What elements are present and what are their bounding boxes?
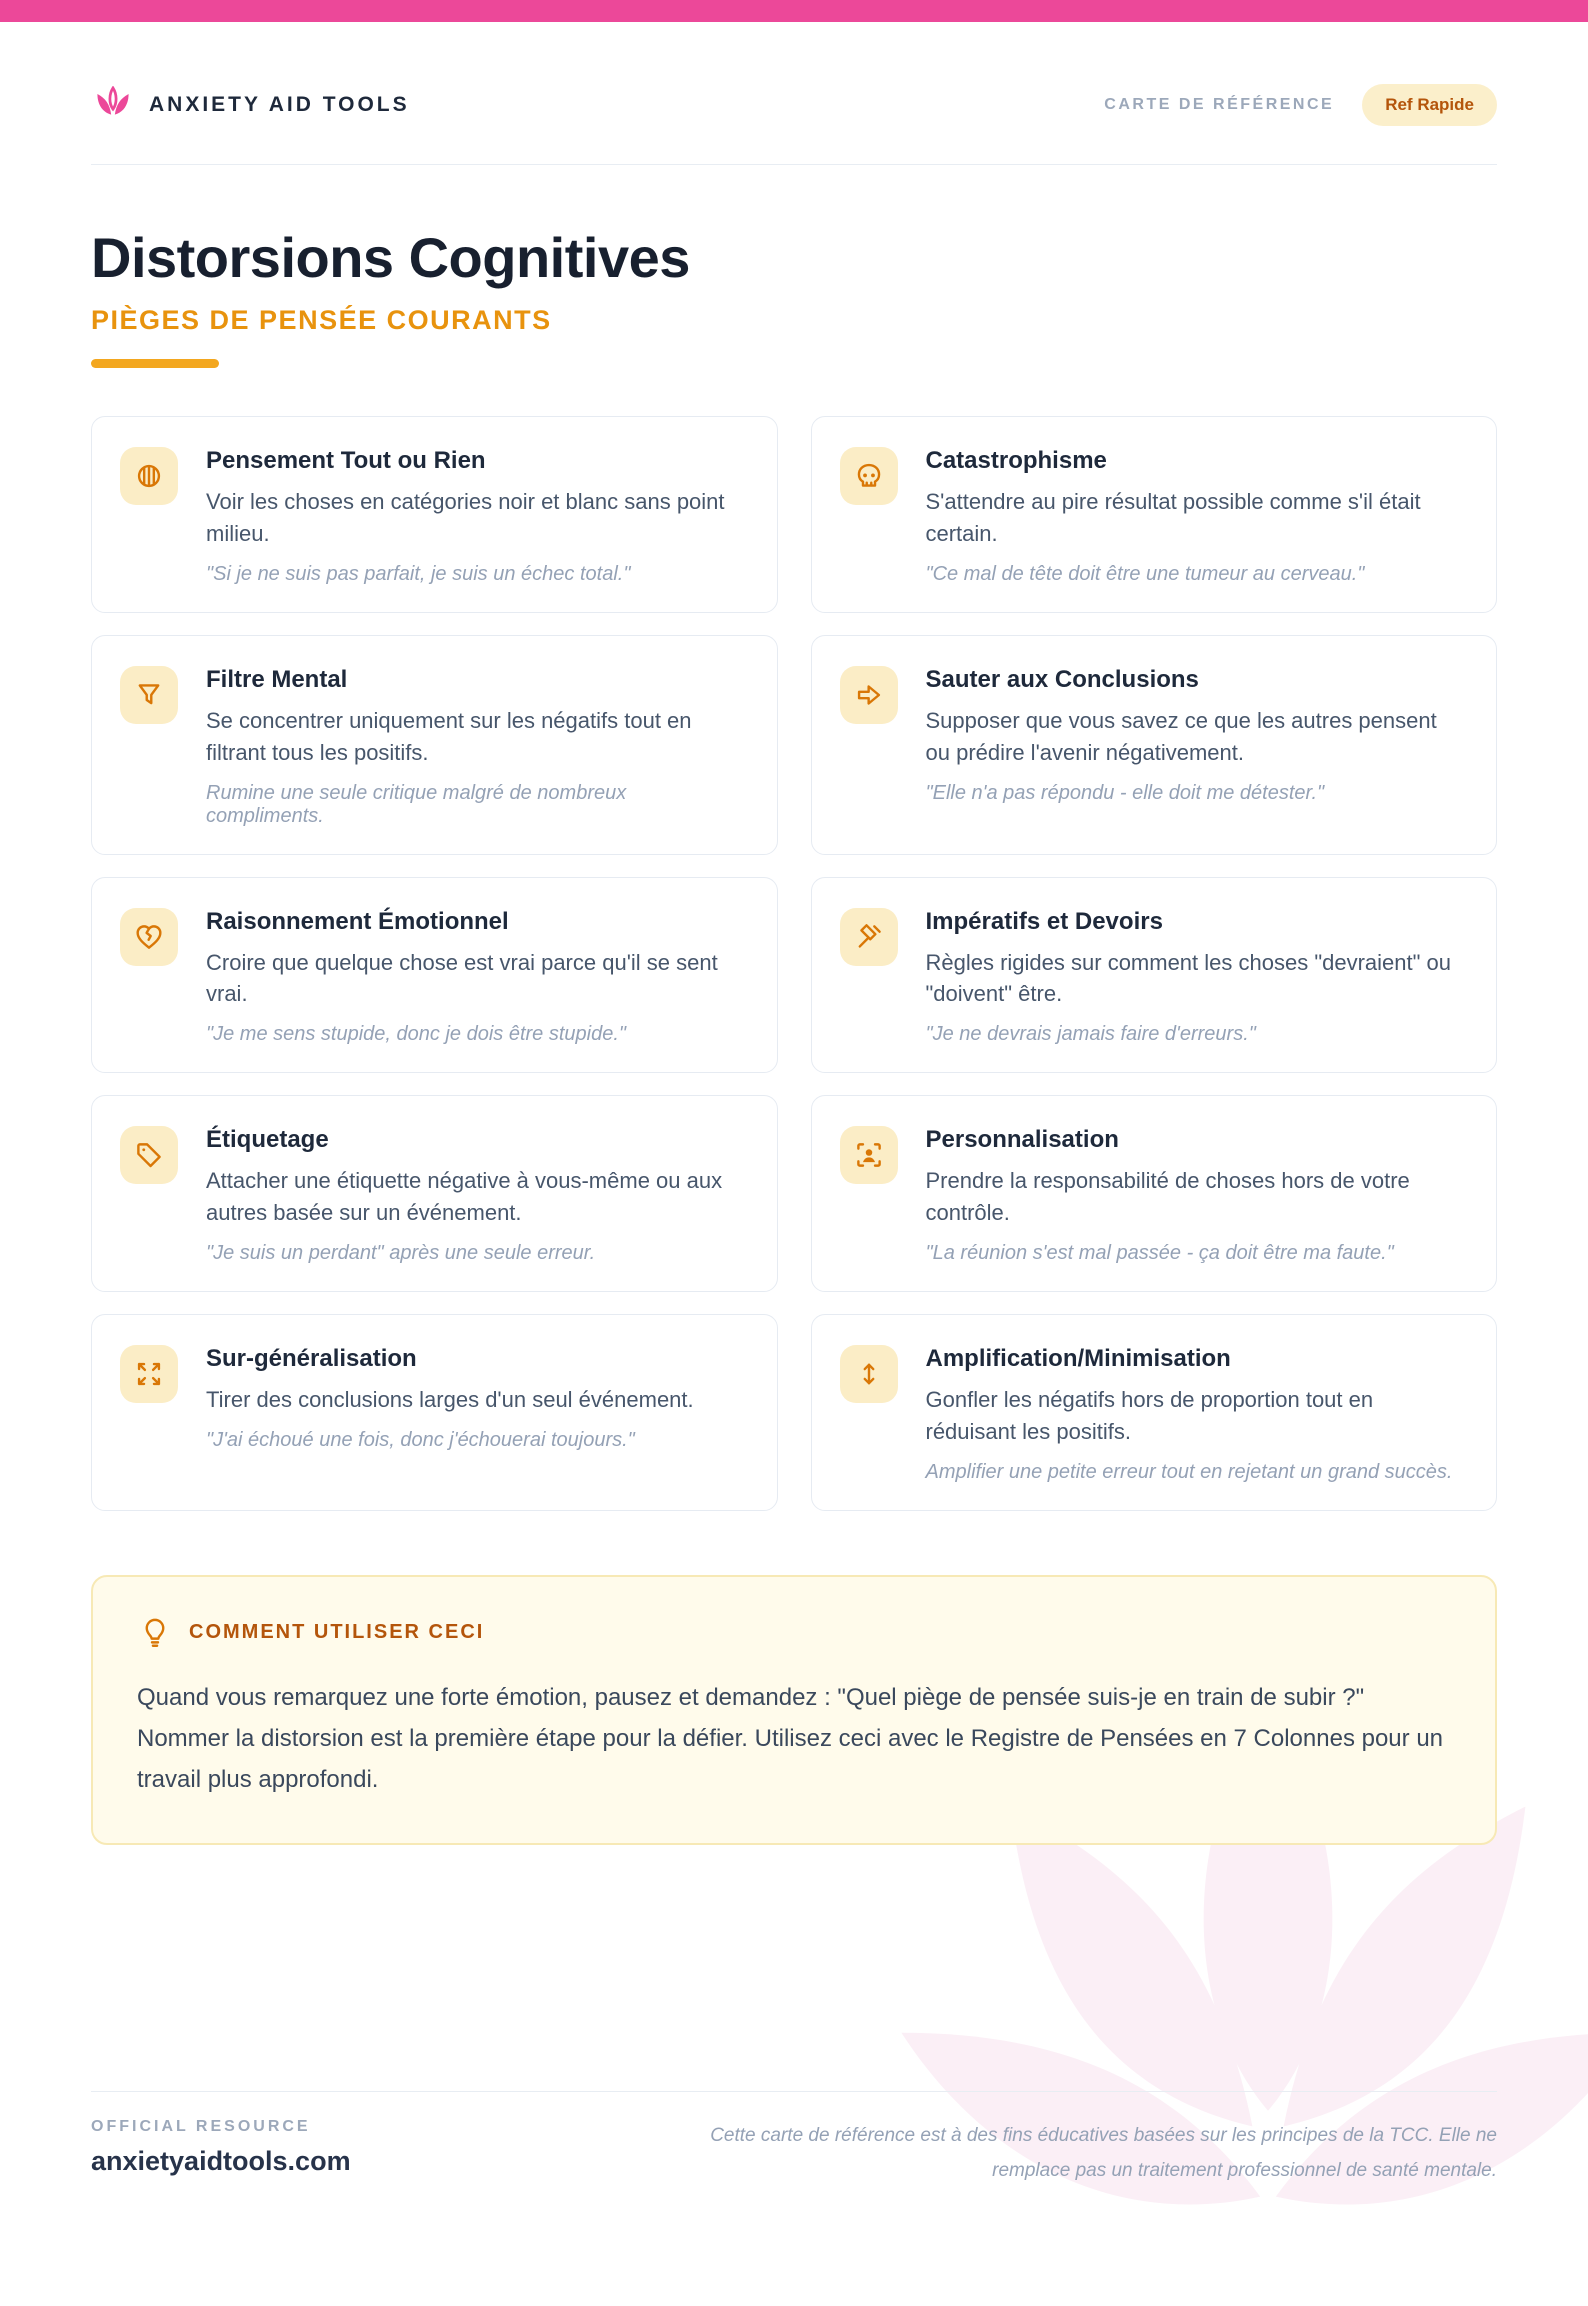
card-body (926, 666, 1467, 828)
gavel-icon (840, 908, 898, 966)
card-body (206, 666, 747, 828)
reference-card-page (0, 22, 1588, 2246)
distortion-card (811, 635, 1498, 855)
card-title: Filtre Mental (206, 665, 348, 693)
card-quote: Rumine une seule critique malgré de nombreux compliments. (206, 781, 627, 827)
footer-site-link[interactable]: anxietyaidtools.com (91, 2145, 351, 2176)
card-body (926, 447, 1467, 586)
funnel-icon (120, 666, 178, 724)
header (91, 84, 1497, 126)
card-description: Attacher une étiquette négative à vous-même ou aux autres basée sur un événement. (206, 1168, 723, 1226)
card-quote: "Je suis un perdant" après une seule erreur. (206, 1242, 596, 1265)
card-description: Règles rigides sur comment les choses "devraient" ou "doivent" être. (925, 949, 1452, 1007)
distortion-card (91, 1095, 778, 1292)
card-description: Croire que quelque chose est vrai parce qu'il se sent vrai. (206, 949, 718, 1007)
distortion-card (91, 635, 778, 855)
quick-ref-badge: Ref Rapide (1362, 84, 1497, 126)
distortion-card (91, 416, 778, 613)
card-title: Catastrophisme (925, 447, 1107, 474)
card-title: Impératifs et Devoirs (925, 907, 1163, 935)
card-description: Prendre la responsabilité de choses hors de votre contrôle. (925, 1168, 1410, 1226)
card-quote: "Si je ne suis pas parfait, je suis un échec total." (206, 562, 631, 585)
card-title: Pensement Tout ou Rien (206, 447, 486, 474)
card-quote: "Je me sens stupide, donc je dois être stupide." (206, 1023, 626, 1046)
card-quote: "Elle n'a pas répondu - elle doit me détester." (925, 781, 1325, 804)
footer-left (91, 2118, 351, 2177)
expand-icon (120, 1345, 178, 1403)
card-body (926, 1345, 1467, 1484)
card-quote: "Je ne devrais jamais faire d'erreurs." (925, 1023, 1256, 1046)
contrast-icon (120, 447, 178, 505)
cards-grid (91, 416, 1497, 1511)
card-title: Raisonnement Émotionnel (206, 907, 509, 935)
card-quote: "Ce mal de tête doit être une tumeur au cerveau." (925, 562, 1365, 585)
footer-label: OFFICIAL RESOURCE (91, 2117, 311, 2135)
top-accent-bar (0, 0, 1588, 22)
card-description: Gonfler les négatifs hors de proportion tout en réduisant les positifs. (925, 1387, 1374, 1445)
card-description: Voir les choses en catégories noir et blanc sans point milieu. (206, 489, 725, 546)
brand (91, 86, 410, 124)
how-to-title: COMMENT UTILISER CECI (189, 1621, 485, 1644)
distortion-card (811, 1095, 1498, 1292)
card-description: S'attendre au pire résultat possible comme s'il était certain. (925, 489, 1421, 546)
distortion-card (811, 877, 1498, 1074)
card-description: Supposer que vous savez ce que les autres pensent ou prédire l'avenir négativement. (925, 707, 1437, 765)
card-body (206, 908, 747, 1047)
lotus-logo-icon (91, 86, 135, 124)
title-underline (91, 359, 219, 368)
card-title: Amplification/Minimisation (925, 1345, 1231, 1373)
how-to-box (91, 1575, 1497, 1845)
distortion-card (91, 877, 778, 1074)
footer (91, 2091, 1497, 2188)
spacer (91, 1845, 1497, 2091)
how-to-body: Quand vous remarquez une forte émotion, pausez et demandez : "Quel piège de pensée suis-je en train de subir ?" Nommer la distorsion est la première étape pour la défier. Utilisez ceci avec le Registre de Pensées en 7 Colonnes pour un travail plus approfondi. (137, 1683, 1444, 1794)
doc-type-label: CARTE DE RÉFÉRENCE (1104, 96, 1335, 113)
header-right (1104, 84, 1497, 126)
card-quote: "La réunion s'est mal passée - ça doit être ma faute." (925, 1242, 1394, 1265)
card-quote: "J'ai échoué une fois, donc j'échouerai toujours." (206, 1429, 635, 1452)
distortion-card (811, 416, 1498, 613)
card-title: Sauter aux Conclusions (925, 665, 1199, 693)
how-to-header (137, 1615, 1451, 1651)
card-body (206, 1345, 694, 1484)
card-title: Sur-généralisation (206, 1345, 417, 1373)
distortion-card (91, 1314, 778, 1511)
card-quote: Amplifier une petite erreur tout en rejetant un grand succès. (925, 1460, 1453, 1483)
header-divider (91, 164, 1497, 165)
card-title: Personnalisation (925, 1126, 1119, 1154)
brand-name: ANXIETY AID TOOLS (149, 93, 410, 116)
tag-icon (120, 1126, 178, 1184)
card-body (926, 908, 1467, 1047)
card-title: Étiquetage (206, 1126, 329, 1154)
card-body (926, 1126, 1467, 1265)
person-frame-icon (840, 1126, 898, 1184)
arrow-right-icon (840, 666, 898, 724)
card-description: Se concentrer uniquement sur les négatifs tout en filtrant tous les positifs. (206, 707, 692, 765)
broken-heart-icon (120, 908, 178, 966)
card-body (206, 447, 747, 586)
distortion-card (811, 1314, 1498, 1511)
card-body (206, 1126, 747, 1265)
up-down-arrow-icon (840, 1345, 898, 1403)
footer-disclaimer: Cette carte de référence est à des fins éducatives basées sur les principes de la TCC. Elle ne remplace pas un traitement professionnel de santé mentale. (710, 2124, 1497, 2181)
page-subtitle: PIÈGES DE PENSÉE COURANTS (91, 305, 552, 335)
skull-icon (840, 447, 898, 505)
lightbulb-icon (137, 1615, 173, 1651)
card-description: Tirer des conclusions larges d'un seul événement. (206, 1387, 694, 1413)
page-title: Distorsions Cognitives (91, 226, 690, 289)
